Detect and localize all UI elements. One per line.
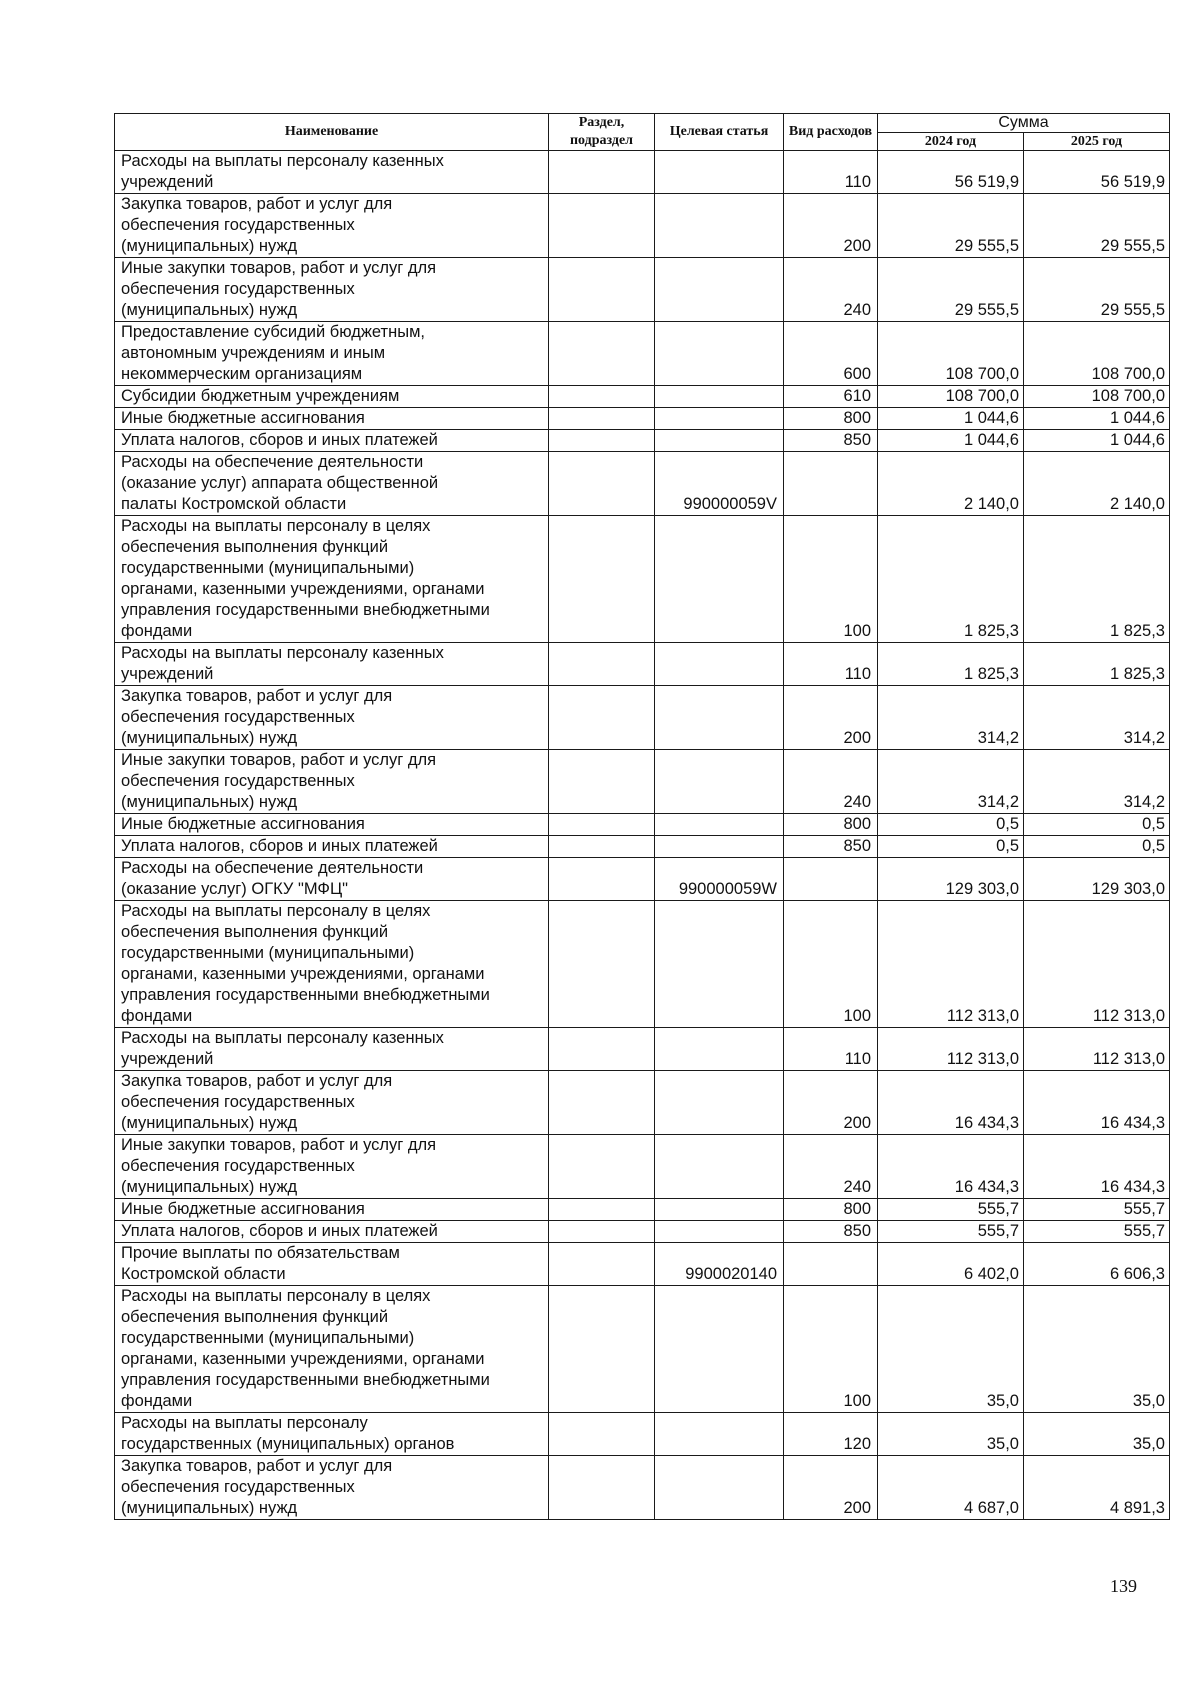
row-amount-2025: 112 313,0 [1024, 1028, 1170, 1071]
row-kind: 110 [784, 151, 878, 194]
row-amount-2025: 35,0 [1024, 1413, 1170, 1456]
row-amount-2025: 1 044,6 [1024, 430, 1170, 452]
budget-table [114, 113, 1170, 1520]
row-amount-2024: 35,0 [878, 1286, 1024, 1413]
row-target [655, 408, 784, 430]
row-target [655, 1221, 784, 1243]
table-row [115, 194, 1170, 258]
table-row [115, 1028, 1170, 1071]
row-amount-2025: 314,2 [1024, 750, 1170, 814]
row-name: Расходы на выплаты персоналу государственных (муниципальных) органов [115, 1413, 549, 1456]
table-row [115, 1199, 1170, 1221]
row-target [655, 1456, 784, 1520]
row-target [655, 836, 784, 858]
row-target [655, 258, 784, 322]
row-amount-2025: 1 825,3 [1024, 516, 1170, 643]
row-amount-2024: 112 313,0 [878, 901, 1024, 1028]
row-kind [784, 858, 878, 901]
row-target: 990000059W [655, 858, 784, 901]
table-row [115, 836, 1170, 858]
row-amount-2025: 0,5 [1024, 814, 1170, 836]
row-amount-2025: 16 434,3 [1024, 1135, 1170, 1199]
row-name: Расходы на выплаты персоналу казенных учреждений [115, 643, 549, 686]
page-number: 139 [1110, 1576, 1137, 1596]
row-kind [784, 1243, 878, 1286]
row-amount-2025: 29 555,5 [1024, 194, 1170, 258]
row-kind: 610 [784, 386, 878, 408]
row-amount-2025: 108 700,0 [1024, 322, 1170, 386]
table-row [115, 322, 1170, 386]
row-name: Уплата налогов, сборов и иных платежей [115, 430, 549, 452]
row-kind: 110 [784, 643, 878, 686]
row-amount-2025: 112 313,0 [1024, 901, 1170, 1028]
row-amount-2024: 56 519,9 [878, 151, 1024, 194]
row-section [549, 322, 655, 386]
table-row [115, 1456, 1170, 1520]
row-name: Предоставление субсидий бюджетным, автономным учреждениям и иным некоммерческим организациям [115, 322, 549, 386]
row-name: Закупка товаров, работ и услуг для обеспечения государственных (муниципальных) нужд [115, 686, 549, 750]
row-amount-2025: 6 606,3 [1024, 1243, 1170, 1286]
row-target [655, 151, 784, 194]
row-section [549, 452, 655, 516]
row-name: Субсидии бюджетным учреждениям [115, 386, 549, 408]
row-kind: 800 [784, 408, 878, 430]
row-target [655, 750, 784, 814]
row-target [655, 901, 784, 1028]
row-amount-2024: 108 700,0 [878, 386, 1024, 408]
row-target [655, 194, 784, 258]
row-kind: 110 [784, 1028, 878, 1071]
row-section [549, 386, 655, 408]
row-name: Закупка товаров, работ и услуг для обеспечения государственных (муниципальных) нужд [115, 1456, 549, 1520]
row-kind: 850 [784, 430, 878, 452]
row-amount-2024: 555,7 [878, 1221, 1024, 1243]
row-name: Прочие выплаты по обязательствам Костромской области [115, 1243, 549, 1286]
row-section [549, 814, 655, 836]
row-name: Закупка товаров, работ и услуг для обеспечения государственных (муниципальных) нужд [115, 194, 549, 258]
row-section [549, 1135, 655, 1199]
row-target: 990000059V [655, 452, 784, 516]
row-kind: 800 [784, 1199, 878, 1221]
row-target [655, 814, 784, 836]
row-amount-2024: 314,2 [878, 750, 1024, 814]
table-row [115, 1286, 1170, 1413]
row-amount-2024: 0,5 [878, 836, 1024, 858]
row-amount-2024: 314,2 [878, 686, 1024, 750]
row-target [655, 1028, 784, 1071]
row-name: Иные закупки товаров, работ и услуг для обеспечения государственных (муниципальных) нужд [115, 750, 549, 814]
row-amount-2024: 16 434,3 [878, 1135, 1024, 1199]
table-row [115, 814, 1170, 836]
row-amount-2024: 555,7 [878, 1199, 1024, 1221]
table-row [115, 258, 1170, 322]
row-section [549, 1243, 655, 1286]
row-section [549, 1028, 655, 1071]
row-amount-2025: 555,7 [1024, 1221, 1170, 1243]
row-amount-2025: 16 434,3 [1024, 1071, 1170, 1135]
row-amount-2024: 29 555,5 [878, 258, 1024, 322]
row-target [655, 516, 784, 643]
row-target [655, 322, 784, 386]
row-section [549, 258, 655, 322]
row-amount-2024: 1 825,3 [878, 643, 1024, 686]
row-kind: 850 [784, 1221, 878, 1243]
row-name: Расходы на обеспечение деятельности (оказание услуг) ОГКУ "МФЦ" [115, 858, 549, 901]
table-row [115, 1413, 1170, 1456]
row-amount-2025: 555,7 [1024, 1199, 1170, 1221]
header-section: Раздел, подраздел [549, 114, 655, 151]
row-section [549, 1199, 655, 1221]
row-kind: 100 [784, 1286, 878, 1413]
row-name: Расходы на обеспечение деятельности (оказание услуг) аппарата общественной палаты Костромской области [115, 452, 549, 516]
row-amount-2024: 16 434,3 [878, 1071, 1024, 1135]
row-amount-2024: 1 044,6 [878, 430, 1024, 452]
row-name: Иные бюджетные ассигнования [115, 408, 549, 430]
row-kind: 200 [784, 1456, 878, 1520]
header-year-2024: 2024 год [878, 133, 1024, 151]
row-kind: 100 [784, 901, 878, 1028]
row-section [549, 1286, 655, 1413]
table-row [115, 901, 1170, 1028]
row-kind [784, 452, 878, 516]
row-amount-2024: 2 140,0 [878, 452, 1024, 516]
row-amount-2024: 112 313,0 [878, 1028, 1024, 1071]
row-amount-2024: 4 687,0 [878, 1456, 1024, 1520]
row-target [655, 430, 784, 452]
row-amount-2025: 2 140,0 [1024, 452, 1170, 516]
row-amount-2024: 6 402,0 [878, 1243, 1024, 1286]
table-row [115, 750, 1170, 814]
row-section [549, 1221, 655, 1243]
row-amount-2025: 4 891,3 [1024, 1456, 1170, 1520]
table-row [115, 1135, 1170, 1199]
row-name: Иные бюджетные ассигнования [115, 814, 549, 836]
row-name: Расходы на выплаты персоналу в целях обеспечения выполнения функций государственными (муниципальными) органами, казенными учреждениями, органами управления государственными внебюджетными фондами [115, 516, 549, 643]
row-target [655, 386, 784, 408]
row-amount-2024: 1 825,3 [878, 516, 1024, 643]
row-kind: 120 [784, 1413, 878, 1456]
table-row [115, 686, 1170, 750]
header-name: Наименование [115, 114, 549, 151]
table-row [115, 1243, 1170, 1286]
table-row [115, 516, 1170, 643]
row-amount-2024: 35,0 [878, 1413, 1024, 1456]
table-header [115, 114, 1170, 151]
row-target [655, 686, 784, 750]
row-amount-2025: 56 519,9 [1024, 151, 1170, 194]
table-row [115, 452, 1170, 516]
row-kind: 200 [784, 686, 878, 750]
header-sum: Сумма [878, 114, 1170, 133]
row-name: Иные закупки товаров, работ и услуг для обеспечения государственных (муниципальных) нужд [115, 258, 549, 322]
row-section [549, 643, 655, 686]
row-name: Расходы на выплаты персоналу в целях обеспечения выполнения функций государственными (муниципальными) органами, казенными учреждениями, органами управления государственными внебюджетными фондами [115, 901, 549, 1028]
row-name: Расходы на выплаты персоналу казенных учреждений [115, 151, 549, 194]
row-section [549, 686, 655, 750]
row-name: Расходы на выплаты персоналу в целях обеспечения выполнения функций государственными (муниципальными) органами, казенными учреждениями, органами управления государственными внебюджетными фондами [115, 1286, 549, 1413]
row-name: Иные закупки товаров, работ и услуг для обеспечения государственных (муниципальных) нужд [115, 1135, 549, 1199]
row-target [655, 1071, 784, 1135]
row-amount-2024: 29 555,5 [878, 194, 1024, 258]
row-kind: 240 [784, 750, 878, 814]
row-target [655, 643, 784, 686]
header-kind: Вид расходов [784, 114, 878, 151]
row-target [655, 1199, 784, 1221]
row-amount-2025: 29 555,5 [1024, 258, 1170, 322]
table-row [115, 151, 1170, 194]
row-amount-2025: 1 044,6 [1024, 408, 1170, 430]
row-kind: 240 [784, 1135, 878, 1199]
row-section [549, 858, 655, 901]
row-section [549, 1456, 655, 1520]
row-kind: 100 [784, 516, 878, 643]
row-section [549, 151, 655, 194]
row-section [549, 836, 655, 858]
row-amount-2024: 108 700,0 [878, 322, 1024, 386]
row-name: Уплата налогов, сборов и иных платежей [115, 1221, 549, 1243]
row-amount-2025: 129 303,0 [1024, 858, 1170, 901]
row-kind: 200 [784, 1071, 878, 1135]
row-kind: 240 [784, 258, 878, 322]
table-row [115, 408, 1170, 430]
row-kind: 200 [784, 194, 878, 258]
row-kind: 600 [784, 322, 878, 386]
row-amount-2024: 1 044,6 [878, 408, 1024, 430]
row-name: Иные бюджетные ассигнования [115, 1199, 549, 1221]
row-section [549, 1413, 655, 1456]
row-target [655, 1413, 784, 1456]
row-target: 9900020140 [655, 1243, 784, 1286]
row-amount-2025: 0,5 [1024, 836, 1170, 858]
row-name: Уплата налогов, сборов и иных платежей [115, 836, 549, 858]
row-section [549, 1071, 655, 1135]
table-row [115, 643, 1170, 686]
row-amount-2025: 1 825,3 [1024, 643, 1170, 686]
row-target [655, 1135, 784, 1199]
row-section [549, 901, 655, 1028]
table-row [115, 858, 1170, 901]
row-kind: 800 [784, 814, 878, 836]
header-year-2025: 2025 год [1024, 133, 1170, 151]
row-section [549, 750, 655, 814]
table-row [115, 1071, 1170, 1135]
row-section [549, 430, 655, 452]
row-target [655, 1286, 784, 1413]
row-name: Закупка товаров, работ и услуг для обеспечения государственных (муниципальных) нужд [115, 1071, 549, 1135]
row-amount-2025: 35,0 [1024, 1286, 1170, 1413]
table-row [115, 430, 1170, 452]
row-amount-2025: 108 700,0 [1024, 386, 1170, 408]
row-amount-2024: 0,5 [878, 814, 1024, 836]
row-section [549, 194, 655, 258]
table-row [115, 386, 1170, 408]
row-amount-2025: 314,2 [1024, 686, 1170, 750]
row-kind: 850 [784, 836, 878, 858]
row-amount-2024: 129 303,0 [878, 858, 1024, 901]
header-target: Целевая статья [655, 114, 784, 151]
row-section [549, 516, 655, 643]
table-body [115, 151, 1170, 1520]
table-row [115, 1221, 1170, 1243]
row-section [549, 408, 655, 430]
row-name: Расходы на выплаты персоналу казенных учреждений [115, 1028, 549, 1071]
